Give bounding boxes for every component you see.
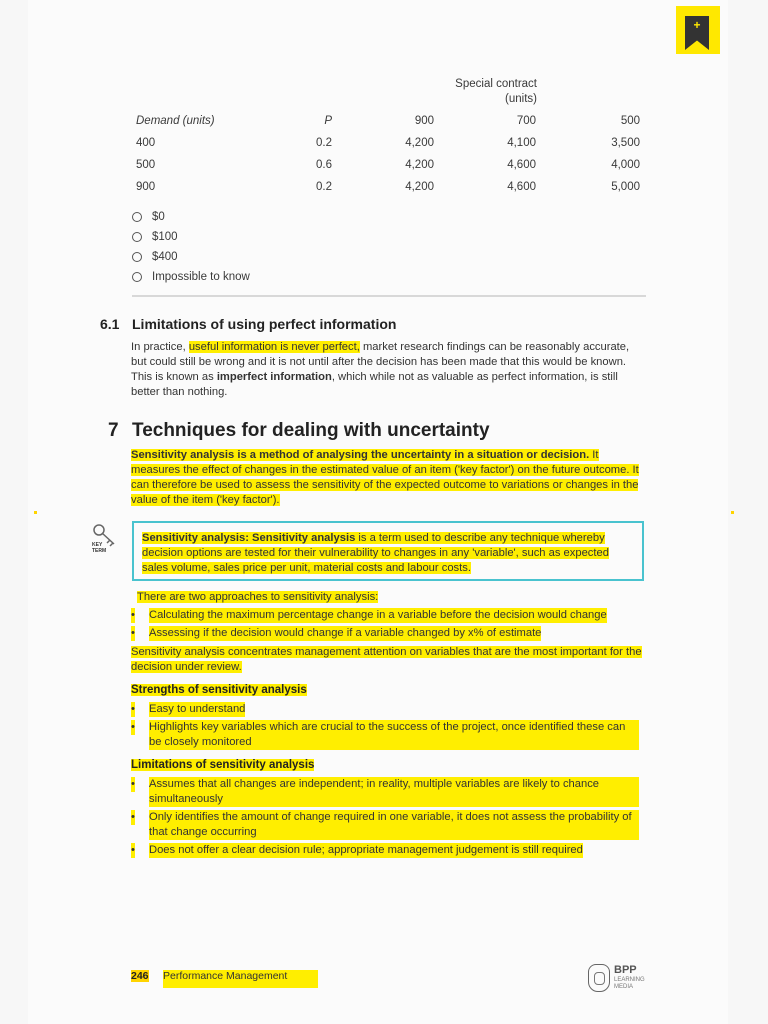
- table-cell: 0.2: [316, 137, 332, 149]
- table-cell: 4,600: [507, 181, 536, 193]
- table-cell: 0.6: [316, 159, 332, 171]
- highlighted-text: is a term used to describe any technique whereby decision options are tested for their vulnerability to changes in any 'variable', such as expected sales volume, sales price per unit, material costs and labour costs.: [142, 532, 609, 574]
- option-label: Impossible to know: [152, 271, 250, 283]
- table-cell: 5,000: [611, 181, 640, 193]
- col-header-500: 500: [620, 115, 640, 127]
- list-item: [131, 720, 651, 752]
- highlighted-text: useful information is never perfect,: [188, 341, 360, 353]
- radio-icon: [132, 272, 142, 282]
- radio-icon: [132, 212, 142, 222]
- highlighted-text: There are two approaches to sensitivity analysis:: [137, 591, 379, 603]
- concentrates-paragraph: [131, 645, 657, 675]
- text-run: market research findings can be reasonably accurate, but could still be wrong and it is not until after the decision has been made that this would be known. This is known as: [131, 341, 630, 383]
- answer-option-3[interactable]: [132, 268, 250, 286]
- key-term-text: [142, 531, 636, 576]
- table-header-top: Special contract: [455, 78, 537, 90]
- key-label-line: KEY: [92, 542, 103, 548]
- highlighted-text: Assumes that all changes are independent; in reality, multiple variables are likely to chance simultaneously: [149, 777, 639, 807]
- table-cell: 4,200: [405, 181, 434, 193]
- answer-option-0[interactable]: [132, 208, 165, 226]
- highlighted-text: Does not offer a clear decision rule; appropriate management judgement is still required: [149, 844, 583, 856]
- highlighted-text: Calculating the maximum percentage change in a variable before the decision would change: [149, 609, 607, 621]
- highlighted-text: Highlights key variables which are crucial to the success of the project, once identified these can be closely monitored: [149, 720, 639, 750]
- table-cell: 4,200: [405, 159, 434, 171]
- text-run: , which while not as valuable as perfect information, is still better than nothing.: [131, 371, 618, 398]
- text-run: In practice,: [131, 341, 189, 353]
- list-item: [131, 777, 651, 809]
- radio-icon: [132, 232, 142, 242]
- list-item: [131, 810, 651, 842]
- answer-option-1[interactable]: [132, 228, 178, 246]
- table-column-headers: [136, 115, 640, 133]
- key-label-line: TERM: [92, 548, 107, 554]
- highlighted-text: Sensitivity analysis is a method of analysing the uncertainty in a situation or decision.: [131, 449, 590, 461]
- table-row: [136, 137, 640, 155]
- bullet: •: [131, 721, 135, 733]
- answer-option-2[interactable]: [132, 248, 178, 266]
- bullet: •: [131, 811, 135, 823]
- bold-term: imperfect information: [216, 371, 332, 383]
- table-cell: 0.2: [316, 181, 332, 193]
- list-item: [131, 702, 651, 718]
- bookmark-button[interactable]: [676, 6, 720, 54]
- table-cell: 900: [136, 181, 156, 193]
- approaches-intro: [137, 590, 647, 605]
- key-term-box: [132, 521, 644, 581]
- table-header-bottom: (units): [505, 93, 537, 105]
- key-term-label: [92, 542, 106, 554]
- limitations-heading: [131, 759, 314, 771]
- strengths-heading: [131, 684, 307, 696]
- highlighted-text: Limitations of sensitivity analysis: [131, 759, 315, 771]
- bullet: •: [131, 778, 135, 790]
- highlighted-text: Easy to understand: [149, 703, 246, 715]
- bullet: •: [131, 844, 135, 856]
- bullet: •: [131, 609, 135, 621]
- section-number: 6.1: [100, 316, 120, 332]
- col-header-p: P: [324, 115, 332, 127]
- col-header-700: 700: [516, 115, 536, 127]
- option-label: $100: [152, 231, 178, 243]
- table-cell: 4,000: [611, 159, 640, 171]
- list-item: [131, 843, 651, 859]
- bpp-logo: [588, 964, 658, 998]
- divider: [132, 295, 646, 297]
- book-title: Performance Management: [163, 970, 318, 988]
- page-number: 246: [131, 970, 149, 982]
- intro-paragraph: [131, 448, 641, 508]
- highlighted-text: Strengths of sensitivity analysis: [131, 684, 307, 696]
- table-cell: 400: [136, 137, 156, 149]
- bullet: •: [131, 703, 135, 715]
- section-paragraph: [131, 340, 641, 400]
- highlighted-text: Sensitivity analysis concentrates management attention on variables that are the most important for the decision under review.: [131, 646, 642, 673]
- highlighted-text: Only identifies the amount of change required in one variable, it does not assess the probability of that change occurring: [149, 810, 639, 840]
- option-label: $0: [152, 211, 165, 223]
- logo-subtitle: [614, 977, 645, 991]
- table-row: [136, 159, 640, 177]
- chapter-heading: Techniques for dealing with uncertainty: [132, 420, 490, 441]
- table-row: [136, 181, 640, 199]
- highlighted-text: It measures the effect of changes in the estimated value of an item ('key factor') on the future outcome. It can therefore be used to assess the sensitivity of the expected outcome to variations or changes in the value of the item ('key factor').: [131, 449, 639, 506]
- option-label: $400: [152, 251, 178, 263]
- highlighted-text: Assessing if the decision would change if a variable changed by x% of estimate: [149, 627, 542, 639]
- table-cell: 4,600: [507, 159, 536, 171]
- bullet: •: [131, 627, 135, 639]
- radio-icon: [132, 252, 142, 262]
- table-cell: 3,500: [611, 137, 640, 149]
- logo-name: BPP: [614, 964, 637, 976]
- table-cell: 4,100: [507, 137, 536, 149]
- col-header-900: 900: [414, 115, 434, 127]
- highlighted-text: Sensitivity analysis: Sensitivity analysis: [142, 532, 356, 544]
- margin-marker: [34, 511, 37, 514]
- bookmark-plus: +: [693, 18, 701, 32]
- logo-sub-line: MEDIA: [614, 984, 634, 990]
- table-cell: 4,200: [405, 137, 434, 149]
- table-cell: 500: [136, 159, 156, 171]
- table-header-special-contract: [420, 77, 537, 107]
- margin-marker: [731, 511, 734, 514]
- lion-icon: [588, 964, 610, 992]
- list-item: [131, 608, 651, 624]
- section-heading: Limitations of using perfect information: [132, 316, 397, 332]
- logo-sub-line: LEARNING: [614, 977, 645, 983]
- col-header-demand: Demand (units): [136, 115, 215, 127]
- chapter-number: 7: [108, 420, 119, 441]
- list-item: [131, 626, 651, 642]
